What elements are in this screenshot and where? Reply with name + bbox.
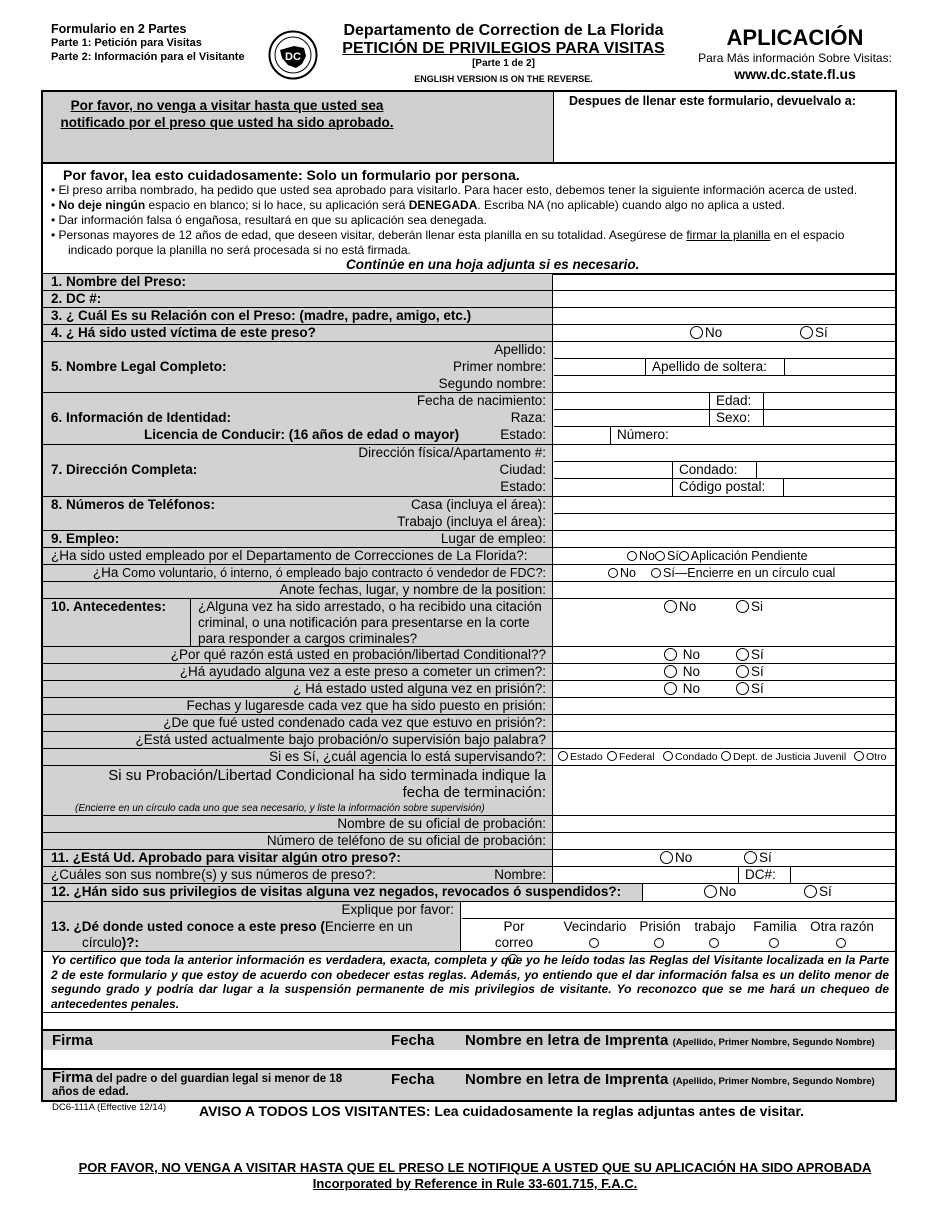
prison-yes-label: Sí: [751, 681, 764, 696]
guardian-firma-text: Firma: [52, 1069, 93, 1086]
sex-label: Sexo:: [709, 410, 764, 426]
volunteer-no-radio[interactable]: [608, 565, 636, 581]
other-inmate-yes-radio[interactable]: [744, 850, 772, 866]
q4-label: 4. ¿ Há sido usted víctima de este preso?: [51, 325, 316, 340]
q2-label: 2. DC #:: [51, 291, 102, 306]
middle-name-label: Segundo nombre:: [438, 376, 546, 391]
department-name: Departamento de Correction de La Florida: [343, 22, 664, 39]
row-fdc-employee: [43, 548, 895, 565]
victim-yes-label: Sí: [815, 325, 828, 340]
signature-label: Firma: [52, 1032, 93, 1049]
q6-label: 6. Información de Identidad:: [51, 410, 232, 425]
other-inmate-yes-label: Sí: [759, 850, 772, 865]
row-q7: [43, 445, 895, 497]
agency-state-radio[interactable]: [558, 749, 603, 765]
row-q11: [43, 850, 895, 867]
row-position: [43, 582, 895, 599]
home-phone-label: Casa (incluya el área):: [410, 497, 546, 512]
guardian-print-name-label: [465, 1071, 875, 1088]
row-agency: [43, 749, 895, 766]
termination-label-1: Si su Probación/Libertad Condicional ha sido terminada indique la: [108, 767, 546, 784]
home-phone-input[interactable]: [554, 497, 895, 514]
fdc-pending-label: Aplicación Pendiente: [690, 549, 808, 563]
volunteer-label-a: ¿Ha: [92, 565, 123, 580]
q13-text-a: 13. ¿Dé donde usted conoce a este preso (: [51, 919, 325, 934]
instruction-1: • El preso arriba nombrado, ha pedido que usted sea aprobado para visitarlo. Para hacer esto, debemos tener la siguiente información acerca de usted.: [51, 183, 858, 197]
row-volunteer: [43, 565, 895, 582]
address-state-input[interactable]: [554, 479, 895, 496]
agency-state-label: Estado: [570, 751, 603, 763]
supervision-note: (Encierre en un círculo cada uno que sea necesario, y liste la información sobre supervisión): [75, 803, 485, 814]
fdc-no-radio[interactable]: [627, 549, 655, 563]
row-officer-name: [43, 816, 895, 833]
race-input[interactable]: [554, 410, 895, 427]
english-note: ENGLISH VERSION IS ON THE REVERSE.: [414, 74, 593, 84]
q1-label: 1. Nombre del Preso:: [51, 274, 187, 289]
more-info-label: Para Más información Sobre Visitas:: [698, 51, 892, 65]
q13-text-b: Encierre en un: [324, 919, 413, 934]
prison-dates-label: Fechas y lugaresde cada vez que ha sido puesto en prisión:: [186, 698, 546, 713]
street-address-input[interactable]: [554, 445, 895, 462]
address-state-label: Estado:: [500, 479, 546, 494]
explain-input[interactable]: [462, 902, 895, 919]
dc-number-input[interactable]: [554, 291, 895, 307]
arrested-yes-radio[interactable]: [736, 599, 763, 615]
row-q13: [43, 919, 895, 952]
position-dates-input[interactable]: [554, 582, 895, 598]
certification-text: Yo certifico que toda la anterior información es verdadera, exacta, completa y que yo he leído todas las Reglas del Visitante localizada en la Parte 2 de este formulario y que estoy de acuerdo con obedecer estas reglas. Además, yo entiendo que el dar información falsa es un delito menor de segundo grado y podría dar lugar a la suspensión permanente de mis privilegios de visitante. Yo reconozco que se me hará un chequeo de antecedentes penales.: [51, 953, 889, 1011]
privileges-no-label: No: [719, 884, 737, 899]
know-other-option[interactable]: [802, 919, 882, 951]
other-inmate-no-label: No: [675, 850, 693, 865]
rule-reference: Incorporated by Reference in Rule 33-601.715, F.A.C.: [312, 1176, 638, 1191]
volunteer-yes-label: Sí—Encierre en un círculo cual: [663, 566, 836, 580]
instruction-3: • Dar información falsa ó engañosa, resultará en que su aplicación sea denegada.: [51, 213, 487, 227]
other-inmate-dc-label: DC#:: [738, 867, 791, 883]
officer-phone-input[interactable]: [554, 833, 895, 849]
prison-yes-radio[interactable]: [736, 681, 764, 697]
notice-box: [41, 90, 897, 164]
instructions-list: [51, 183, 891, 258]
row-prison-dates: [43, 698, 895, 715]
fdc-yes-label: Sí: [666, 549, 679, 563]
helped-no-label: No: [682, 664, 701, 679]
helped-crime-label: ¿Há ayudado alguna vez a este preso a cometer un crimen?:: [179, 664, 546, 679]
know-family-label: Familia: [753, 919, 797, 934]
guardian-date-label: Fecha: [391, 1071, 435, 1088]
agency-county-label: Condado: [675, 751, 718, 763]
last-name-label: Apellido:: [494, 342, 546, 357]
form-parts: [51, 22, 245, 64]
license-label: Licencia de Conducir: (16 años de edad o mayor): [144, 427, 460, 442]
on-probation-input[interactable]: [554, 732, 895, 748]
continue-note: Continúe en una hoja adjunta si es necesario.: [346, 257, 640, 272]
instruction-2: • No deje ningún espacio en blanco; si lo hace, su aplicación será DENEGADA. Escriba NA (no aplicable) cuando algo no aplica a usted.: [51, 198, 785, 212]
row-q12: [43, 884, 895, 902]
agency-federal-radio[interactable]: [607, 749, 655, 765]
return-address-label: Despues de llenar este formulario, devuelvalo a:: [569, 94, 856, 108]
notice-warning-cell: [43, 92, 554, 162]
row-q9: [43, 531, 895, 548]
row-helped-crime: [43, 664, 895, 681]
officer-name-input[interactable]: [554, 816, 895, 832]
dob-input[interactable]: [554, 393, 895, 410]
privileges-no-radio[interactable]: [704, 884, 736, 900]
inmate-name-input[interactable]: [554, 274, 895, 290]
victim-yes-radio[interactable]: [800, 325, 828, 341]
volunteer-no-label: No: [620, 566, 636, 580]
privileges-yes-radio[interactable]: [804, 884, 832, 900]
volunteer-label-b: Como voluntario, ó interno, ó empleado bajo contracto ó vendedor de FDC?:: [122, 566, 546, 580]
form-title: PETICIÓN DE PRIVILEGIOS PARA VISITAS: [342, 40, 665, 57]
arrested-label: ¿Alguna vez ha sido arrestado, o ha recibido una citación criminal, o una notificación para presentarse en la corte para responder a cargos criminales?: [198, 599, 542, 646]
website-link[interactable]: www.dc.state.fl.us: [734, 66, 856, 82]
helped-yes-label: Sí: [751, 664, 764, 679]
form-number: DC6-111A (Effective 12/14): [52, 1102, 167, 1113]
work-phone-input[interactable]: [554, 514, 895, 531]
probation-yes-label: Sí: [751, 647, 764, 662]
instructions-heading: Por favor, lea esto cuidadosamente: Solo un formulario por persona.: [63, 167, 520, 183]
know-other-label: Otra razón: [810, 919, 874, 934]
probation-yes-radio[interactable]: [736, 647, 764, 663]
other-inmate-no-radio[interactable]: [660, 850, 692, 866]
visitor-notice: AVISO A TODOS LOS VISITANTES: Lea cuidadosamente la reglas adjuntas antes de visitar.: [199, 1103, 805, 1119]
row-explain: [43, 902, 895, 919]
helped-no-radio[interactable]: [664, 664, 700, 680]
convicted-input[interactable]: [554, 715, 895, 731]
agency-federal-label: Federal: [619, 751, 655, 763]
signature-input[interactable]: [43, 1013, 895, 1029]
middle-name-input[interactable]: [554, 376, 895, 393]
florida-seal-logo: [268, 30, 318, 80]
q13-text-c: círculo: [82, 935, 122, 950]
row-officer-phone: [43, 833, 895, 850]
know-neighborhood-label: Vecindario: [563, 919, 627, 934]
guardian-print-name-text: Nombre en letra de Imprenta: [465, 1071, 669, 1088]
know-neighborhood-option[interactable]: [560, 919, 630, 951]
employer-input[interactable]: [554, 531, 895, 547]
form-parts-label: Formulario en 2 Partes: [51, 22, 187, 36]
victim-no-label: No: [705, 325, 723, 340]
instruction-4: • Personas mayores de 12 años de edad, que deseen visitar, deberán llenar esta planilla en su totalidad. Asegúrese de firmar la planilla en el espacio: [51, 228, 845, 242]
row-q4: [43, 325, 895, 342]
instruction-4-b: en el espacio: [770, 228, 845, 242]
termination-label-2: fecha de terminación:: [402, 784, 546, 801]
q9-label: 9. Empleo:: [51, 531, 120, 546]
prison-no-radio[interactable]: [664, 681, 700, 697]
race-label: Raza:: [510, 410, 546, 425]
first-name-input[interactable]: [554, 359, 895, 376]
arrested-no-radio[interactable]: [664, 599, 696, 615]
header-center: [325, 22, 682, 86]
agency-other-label: Otro: [866, 751, 887, 763]
position-dates-label: Anote fechas, lugar, y nombre de la position:: [279, 582, 546, 597]
helped-yes-radio[interactable]: [736, 664, 764, 680]
fdc-pending-radio[interactable]: [679, 549, 808, 563]
arrested-yes-label: Si: [751, 599, 764, 614]
other-inmate-name-label: Nombre:: [494, 867, 546, 882]
page-part: [Parte 1 de 2]: [472, 58, 535, 69]
row-q5: [43, 342, 895, 393]
prison-label: ¿ Há estado usted alguna vez en prisión?:: [293, 681, 546, 696]
termination-date-input[interactable]: [554, 766, 895, 815]
row-convicted: [43, 715, 895, 732]
know-work-option[interactable]: [690, 919, 740, 951]
agency-label: Si es Sí, ¿cuál agencia lo está supervisando?:: [269, 749, 546, 764]
row-q8: [43, 497, 895, 531]
instruction-4-a: Personas mayores de 12 años de edad, que deseen visitar, deberán llenar esta planilla en su totalidad. Asegúrese de: [58, 228, 687, 242]
row-q3: [43, 308, 895, 325]
agency-juvenile-label: Dept. de Justicia Juvenil: [733, 751, 847, 763]
q10-divider: [190, 599, 191, 647]
employer-label: Lugar de empleo:: [440, 531, 546, 546]
instruction-4-underline: firmar la planilla: [686, 228, 771, 242]
q10-label: 10. Antecedentes:: [51, 599, 167, 614]
officer-name-label: Nombre de su oficial de probación:: [337, 816, 546, 831]
probation-reason-label: ¿Por qué razón está usted en probación/libertad Conditional??: [170, 647, 546, 662]
row-q2: [43, 291, 895, 308]
q13-text-d: )?:: [121, 935, 140, 950]
last-name-input[interactable]: [554, 342, 895, 359]
q5-label: 5. Nombre Legal Completo:: [51, 359, 227, 374]
guardian-signature-input[interactable]: [41, 1050, 897, 1068]
signature-date-label: Fecha: [391, 1032, 435, 1049]
agency-county-radio[interactable]: [663, 749, 718, 765]
q7-label: 7. Dirección Completa:: [51, 462, 198, 477]
bottom-warning: POR FAVOR, NO VENGA A VISITAR HASTA QUE EL PRESO LE NOTIFIQUE A USTED QUE SU APLICACIÓN HA SIDO APROBADA: [78, 1160, 872, 1175]
relationship-input[interactable]: [554, 308, 895, 324]
q11-label: 11. ¿Está Ud. Aprobado para visitar algún otro preso?:: [51, 850, 401, 865]
volunteer-yes-radio[interactable]: [651, 565, 835, 581]
first-name-label: Primer nombre:: [452, 359, 546, 374]
instruction-4-c: indicado porque la planilla no será procesada si no está firmada.: [68, 243, 411, 257]
know-family-option[interactable]: [745, 919, 805, 951]
row-probation-reason: [43, 647, 895, 664]
instruction-2-a: espacio en blanco; si lo hace, su aplicación será: [145, 198, 409, 212]
instruction-2-b: . Escriba NA (no aplicable) cuando algo no aplica a usted.: [477, 198, 785, 212]
maiden-name-label: Apellido de soltera:: [645, 359, 785, 375]
row-termination: [43, 766, 895, 816]
license-state-input[interactable]: [554, 427, 895, 444]
fdc-yes-radio[interactable]: [655, 549, 679, 563]
license-state-label: Estado:: [500, 427, 546, 442]
part2-label: Parte 2: Información para el Visitante: [51, 51, 245, 63]
city-input[interactable]: [554, 462, 895, 479]
q13-label: [51, 919, 451, 951]
q8-label: 8. Números de Teléfonos:: [51, 497, 216, 512]
know-prison-option[interactable]: [635, 919, 685, 951]
q3-label: 3. ¿ Cuál Es su Relación con el Preso: (madre, padre, amigo, etc.): [51, 308, 472, 323]
instruction-2-bold: No deje ningún: [58, 198, 146, 212]
know-work-label: trabajo: [694, 919, 736, 934]
city-label: Ciudad:: [499, 462, 546, 477]
guardian-signature-label: [52, 1071, 362, 1099]
row-q1: [43, 274, 895, 291]
convicted-label: ¿De que fué usted condenado cada vez que estuvo en prisión?:: [163, 715, 546, 730]
agency-other-radio[interactable]: [854, 749, 886, 765]
guardian-print-name-format: (Apellido, Primer Nombre, Segundo Nombre): [672, 1076, 875, 1087]
print-name-format: (Apellido, Primer Nombre, Segundo Nombre): [672, 1037, 875, 1048]
notice-warning: Por favor, no venga a visitar hasta que usted sea notificado por el preso que usted ha sido aprobado.: [60, 98, 394, 130]
row-prison: [43, 681, 895, 698]
work-phone-label: Trabajo (incluya el área):: [397, 514, 546, 529]
county-label: Condado:: [672, 462, 757, 478]
privileges-yes-label: Sí: [819, 884, 832, 899]
officer-phone-label: Número de teléfono de su oficial de probación:: [266, 833, 546, 848]
dob-label: Fecha de nacimiento:: [416, 393, 546, 408]
know-prison-label: Prisión: [639, 919, 681, 934]
age-label: Edad:: [709, 393, 764, 409]
instruction-3-text: Dar información falsa ó engañosa, resultará en que su aplicación sea denegada.: [58, 213, 487, 227]
print-name-label: [465, 1032, 875, 1049]
agency-juvenile-radio[interactable]: [721, 749, 846, 765]
guardian-signature-row: [41, 1068, 897, 1102]
instruction-1-text: El preso arriba nombrado, ha pedido que usted sea aprobado para visitarlo. Para hacer esto, debemos tener la siguiente información acerca de usted.: [58, 183, 858, 197]
row-q10: [43, 599, 895, 647]
q12-label: 12. ¿Hán sido sus privilegios de visitas alguna vez negados, revocados ó suspendidos?:: [51, 884, 622, 899]
print-name-text: Nombre en letra de Imprenta: [465, 1032, 669, 1049]
zip-code-label: Código postal:: [672, 479, 784, 496]
row-q6: [43, 393, 895, 445]
know-mail-label: Por correo: [494, 919, 534, 950]
prison-dates-input[interactable]: [554, 698, 895, 714]
application-title: APLICACIÓN: [726, 25, 864, 50]
signature-row: [41, 1029, 897, 1050]
guardian-label-text: del padre o del guardian legal si menor de 18 años de edad.: [52, 1073, 343, 1098]
fdc-no-label: No: [639, 549, 655, 563]
victim-no-radio[interactable]: [690, 325, 722, 341]
license-number-label: Número:: [610, 427, 688, 444]
explain-label: Explique por favor:: [341, 902, 454, 917]
instructions-box: [41, 164, 897, 274]
part1-label: Parte 1: Petición para Visitas: [51, 37, 202, 49]
probation-no-radio[interactable]: [664, 647, 700, 663]
instruction-2-bold2: DENEGADA: [408, 198, 478, 212]
other-inmate-name-input[interactable]: [554, 867, 895, 883]
other-inmates-label: ¿Cuáles son sus nombre(s) y sus números de preso?:: [51, 867, 376, 882]
fdc-employee-label: ¿Ha sido usted empleado por el Departamento de Correcciones de La Florida?:: [51, 548, 528, 563]
on-probation-label: ¿Está usted actualmente bajo probación/o supervisión bajo palabra?: [135, 732, 546, 747]
probation-no-label: No: [682, 647, 701, 662]
row-on-probation: [43, 732, 895, 749]
row-other-inmates: [43, 867, 895, 884]
arrested-no-label: No: [679, 599, 697, 614]
header-right: [695, 25, 895, 83]
svg-text:DC: DC: [285, 51, 301, 63]
street-address-label: Dirección física/Apartamento #:: [358, 445, 546, 460]
prison-no-label: No: [682, 681, 701, 696]
